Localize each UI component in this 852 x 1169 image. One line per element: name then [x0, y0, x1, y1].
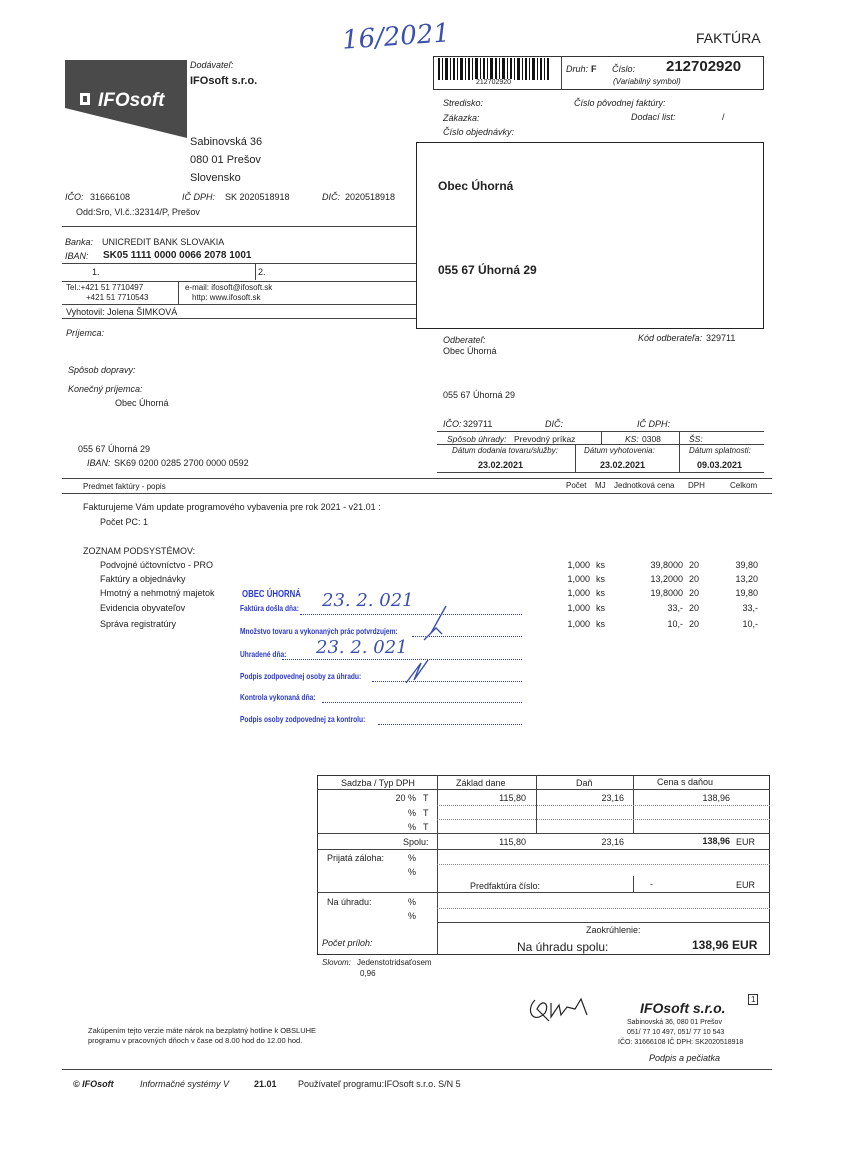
row-line: [437, 908, 770, 909]
due-date: 09.03.2021: [697, 460, 743, 470]
divider: [62, 318, 416, 319]
supplier-country: Slovensko: [190, 172, 241, 184]
vat-sum-label: Spolu:: [403, 837, 429, 847]
transport-label: Spôsob dopravy:: [68, 365, 136, 375]
item-price: 39,8000: [650, 560, 683, 570]
address-window: [416, 142, 764, 329]
divider: [437, 444, 764, 445]
item-name: Správa registratúry: [100, 619, 177, 629]
grand-total-value: 138,96 EUR: [692, 938, 758, 952]
issued-by: Vyhotovil: Jolena ŠIMKOVÁ: [66, 307, 178, 317]
vat-row1-base: 115,80: [499, 793, 526, 803]
advance-pct-1: %: [408, 853, 417, 863]
item-vat: 20: [689, 603, 700, 613]
signature-label: Podpis a pečiatka: [649, 1053, 721, 1063]
bank-label: Banka:: [65, 237, 94, 247]
stamp-handwritten-received-date: 23. 2. 021: [322, 590, 414, 611]
final-recipient-label: Konečný príjemca:: [68, 384, 143, 394]
items-dph-header: DPH: [688, 481, 705, 490]
row-line: [437, 805, 770, 806]
stamp-control-signature-label: Podpis osoby zodpovednej za kontrolu:: [240, 714, 366, 724]
original-invoice-label: Číslo pôvodnej faktúry:: [574, 98, 666, 108]
iban-label: IBAN:: [65, 251, 89, 261]
divider: [62, 1069, 772, 1070]
supplier-icdph: SK 2020518918: [225, 192, 290, 202]
vat-rate-header: Sadzba / Typ DPH: [341, 778, 415, 788]
item-mj: ks: [596, 574, 605, 584]
divider: [62, 304, 416, 305]
type-value: F: [591, 64, 597, 74]
supplier-email: e-mail: ifosoft@ifosoft.sk: [185, 283, 273, 292]
divider: [317, 833, 770, 834]
supplier-name: IFOsoft s.r.o.: [190, 75, 258, 87]
bank-index-two: 2.: [258, 267, 266, 277]
item-price: 10,-: [667, 619, 683, 629]
advance-pct-2: %: [408, 867, 417, 877]
barcode-number: 212702920: [476, 79, 512, 86]
issue-date: 23.02.2021: [600, 460, 646, 470]
buyer-icdph-label: IČ DPH:: [637, 419, 671, 429]
divider: [62, 281, 416, 282]
invoice-number: 212702920: [666, 58, 742, 75]
vat-base-header: Základ dane: [456, 778, 506, 788]
items-mj-header: MJ: [595, 481, 606, 490]
delivery-date-label: Dátum dodania tovaru/služby:: [452, 446, 558, 455]
divider: [437, 775, 438, 955]
supplier-web: http: www.ifosoft.sk: [192, 293, 261, 302]
stamp-title: OBEC ÚHORNÁ: [242, 589, 301, 600]
supplier-register: Odd:Sro, Vl.č.:32314/P, Prešov: [76, 207, 200, 217]
items-total-header: Celkom: [730, 481, 758, 490]
vat-row1-gross: 138,96: [702, 793, 730, 803]
advance-label: Prijatá záloha:: [327, 853, 385, 863]
topay-label: Na úhradu:: [327, 897, 372, 907]
supplier-logo: [65, 60, 187, 138]
delivery-note-label: Dodací list:: [631, 112, 676, 122]
items-unit-header: Jednotková cena: [614, 481, 675, 490]
item-qty: 1,000: [567, 574, 590, 584]
supplier-icdph-label: IČ DPH:: [182, 192, 216, 202]
item-total: 19,80: [735, 588, 758, 598]
stamp-company-line2: 051/ 77 10 497, 051/ 77 10 543: [627, 1029, 725, 1036]
stamp-paid-label: Uhradené dňa:: [240, 649, 287, 659]
words-label: Slovom:: [322, 958, 351, 967]
subsystem-list-title: ZOZNAM PODSYSTÉMOV:: [83, 546, 196, 556]
supplier-label: Dodávateľ:: [190, 60, 234, 70]
item-vat: 20: [689, 619, 700, 629]
delivery-date: 23.02.2021: [478, 460, 524, 470]
item-price: 13,2000: [650, 574, 683, 584]
item-price: 19,8000: [650, 588, 683, 598]
vat-tax-header: Daň: [576, 778, 593, 788]
stamp-handwritten-paid-date: 23. 2. 021: [316, 637, 408, 658]
barcode-graphic: [438, 58, 550, 80]
program-user: Používateľ programu:IFOsoft s.r.o. S/N 5: [298, 1079, 461, 1089]
handwritten-invoice-ref: 16/2021: [341, 18, 451, 56]
document-title: FAKTÚRA: [696, 30, 761, 46]
proforma-label: Predfaktúra číslo:: [470, 881, 541, 891]
vat-sum-gross: 138,96: [702, 836, 730, 846]
item-price: 33,-: [667, 603, 683, 613]
buyer-label: Odberateľ:: [443, 335, 486, 345]
divider: [317, 789, 770, 790]
logo-text: IFOsoft: [98, 90, 165, 111]
vat-sum-tax: 23,16: [601, 837, 624, 847]
stamp-company-logo: IFOsoft s.r.o.: [640, 1000, 726, 1016]
amount-in-words: Jedenstotridsaťosem: [357, 958, 432, 967]
item-total: 10,-: [742, 619, 758, 629]
stamp-line: [322, 702, 522, 703]
divider: [255, 263, 256, 280]
stamp-received-label: Faktúra došla dňa:: [240, 603, 299, 613]
item-mj: ks: [596, 603, 605, 613]
rounding-label: Zaokrúhlenie:: [586, 925, 641, 935]
divider: [679, 444, 680, 472]
supplier-tel2: +421 51 7710543: [86, 293, 149, 302]
divider: [437, 472, 764, 473]
divider: [633, 876, 634, 892]
vat-row3-rate: %: [407, 822, 416, 832]
divider: [62, 226, 416, 227]
items-subject-header: Predmet faktúry - popis: [83, 482, 166, 491]
ss-label: ŠS:: [689, 434, 703, 444]
supplier-ico: 31666108: [90, 192, 131, 202]
buyer-address: 055 67 Úhorná 29: [443, 390, 516, 400]
type-label: Druh:: [566, 64, 589, 74]
item-vat: 20: [689, 560, 700, 570]
item-name: Evidencia obyvateľov: [100, 603, 186, 613]
supplier-tel1: Tel.:+421 51 7710497: [66, 283, 144, 292]
divider: [437, 922, 770, 923]
item-total: 13,20: [735, 574, 758, 584]
divider: [62, 478, 772, 479]
payment-label: Spôsob úhrady:: [447, 434, 507, 444]
amount-in-words-cents: 0,96: [360, 969, 376, 978]
divider: [679, 431, 680, 444]
buyer-code-label: Kód odberateľa:: [638, 333, 703, 343]
address-window-name: Obec Úhorná: [438, 179, 514, 193]
vat-row3-type: T: [423, 822, 429, 832]
divider: [62, 263, 416, 264]
hotline-note-2: programu v pracovných dňoch v čase od 8.00 hod do 12.00 hod.: [88, 1036, 303, 1045]
item-vat: 20: [689, 588, 700, 598]
barcode: [438, 58, 550, 80]
item-qty: 1,000: [567, 560, 590, 570]
variable-symbol-note: (Variabilný symbol): [613, 77, 681, 86]
intro-line: Fakturujeme Vám update programového vybavenia pre rok 2021 - v21.01 :: [83, 502, 381, 512]
vat-row1-type: T: [423, 793, 429, 803]
vat-sum-currency: EUR: [736, 837, 756, 847]
divider: [575, 444, 576, 472]
buyer-ico: 329711: [463, 419, 493, 429]
item-qty: 1,000: [567, 588, 590, 598]
supplier-dic-label: DIČ:: [322, 192, 340, 202]
stamp-initials-signature: [376, 598, 466, 698]
bank-index-one: 1.: [92, 267, 100, 277]
bank-name: UNICREDIT BANK SLOVAKIA: [102, 237, 225, 247]
divider: [536, 775, 537, 833]
ks-label: KS:: [625, 434, 639, 444]
buyer-ico-label: IČO:: [443, 419, 462, 429]
grand-total-label: Na úhradu spolu:: [517, 940, 609, 954]
number-label: Číslo:: [612, 64, 636, 74]
divider: [633, 775, 634, 833]
vat-row1-tax: 23,16: [601, 793, 624, 803]
divider: [317, 849, 770, 850]
item-mj: ks: [596, 619, 605, 629]
hotline-note-1: Zakúpením tejto verzie máte nárok na bezplatný hotline k OBSLUHE: [88, 1026, 317, 1035]
item-qty: 1,000: [567, 603, 590, 613]
divider: [317, 892, 770, 893]
information-systems: Informačné systémy V: [140, 1079, 230, 1089]
address-window-address: 055 67 Úhorná 29: [438, 263, 537, 277]
buyer-dic-label: DIČ:: [545, 419, 563, 429]
issue-date-label: Dátum vyhotovenia:: [584, 446, 655, 455]
stamp-company-line3: IČO: 31666108 IČ DPH: SK2020518918: [618, 1039, 744, 1046]
supplier-iban: SK05 1111 0000 0066 2078 1001: [103, 250, 252, 261]
buyer-code: 329711: [706, 333, 736, 343]
due-date-label: Dátum splatnosti:: [689, 446, 751, 455]
vat-row1-rate: 20 %: [395, 793, 416, 803]
item-total: 39,80: [735, 560, 758, 570]
item-name: Hmotný a nehmotný majetok: [100, 588, 215, 598]
divider: [178, 282, 179, 304]
stamp-line: [378, 724, 522, 725]
item-name: Podvojné účtovníctvo - PRO: [100, 560, 214, 570]
supplier-ico-label: IČO:: [65, 192, 84, 202]
proforma-currency: EUR: [736, 880, 756, 890]
stamp-payment-signature-label: Podpis zodpovednej osoby za úhradu:: [240, 671, 362, 681]
recipient-label: Príjemca:: [66, 328, 105, 338]
supplier-street: Sabinovská 36: [190, 136, 263, 148]
delivery-note-value: /: [722, 112, 725, 122]
supplier-dic: 2020518918: [345, 192, 396, 202]
recipient-address: 055 67 Úhorná 29: [78, 444, 151, 454]
page-number: 1: [748, 994, 758, 1005]
buyer-name: Obec Úhorná: [443, 346, 497, 356]
item-mj: ks: [596, 588, 605, 598]
final-recipient-name: Obec Úhorná: [115, 398, 169, 408]
divider: [62, 493, 772, 494]
item-qty: 1,000: [567, 619, 590, 629]
ks-value: 0308: [642, 434, 661, 444]
vat-gross-header: Cena s daňou: [657, 777, 714, 787]
handwritten-signature: [515, 985, 595, 1030]
item-total: 33,-: [742, 603, 758, 613]
order-label: Zákazka:: [443, 113, 480, 123]
recipient-iban-label: IBAN:: [87, 458, 111, 468]
topay-pct-1: %: [408, 897, 417, 907]
payment-method: Prevodný príkaz: [514, 434, 576, 444]
po-label: Číslo objednávky:: [443, 127, 515, 137]
stamp-control-label: Kontrola vykonaná dňa:: [240, 692, 316, 702]
item-vat: 20: [689, 574, 700, 584]
row-line: [437, 819, 770, 820]
divider: [561, 56, 562, 90]
divider: [601, 431, 602, 444]
vat-sum-base: 115,80: [499, 837, 526, 847]
version: 21.01: [254, 1079, 277, 1089]
center-label: Stredisko:: [443, 98, 484, 108]
row-line: [437, 864, 770, 865]
topay-pct-2: %: [408, 911, 417, 921]
item-name: Faktúry a objednávky: [100, 574, 186, 584]
vat-row2-rate: %: [407, 808, 416, 818]
copyright: © IFOsoft: [73, 1079, 114, 1089]
attachments-label: Počet príloh:: [322, 938, 373, 948]
supplier-city: 080 01 Prešov: [190, 154, 261, 166]
proforma-dash: -: [650, 879, 653, 889]
stamp-confirm-label: Množstvo tovaru a vykonaných prác potvrdzujem:: [240, 626, 398, 636]
pc-count: Počet PC: 1: [100, 517, 149, 527]
vat-row2-type: T: [423, 808, 429, 818]
items-qty-header: Počet: [566, 481, 587, 490]
item-mj: ks: [596, 560, 605, 570]
stamp-company-line1: Sabinovská 36, 080 01 Prešov: [627, 1019, 722, 1026]
recipient-iban: SK69 0200 0285 2700 0000 0592: [114, 458, 249, 468]
